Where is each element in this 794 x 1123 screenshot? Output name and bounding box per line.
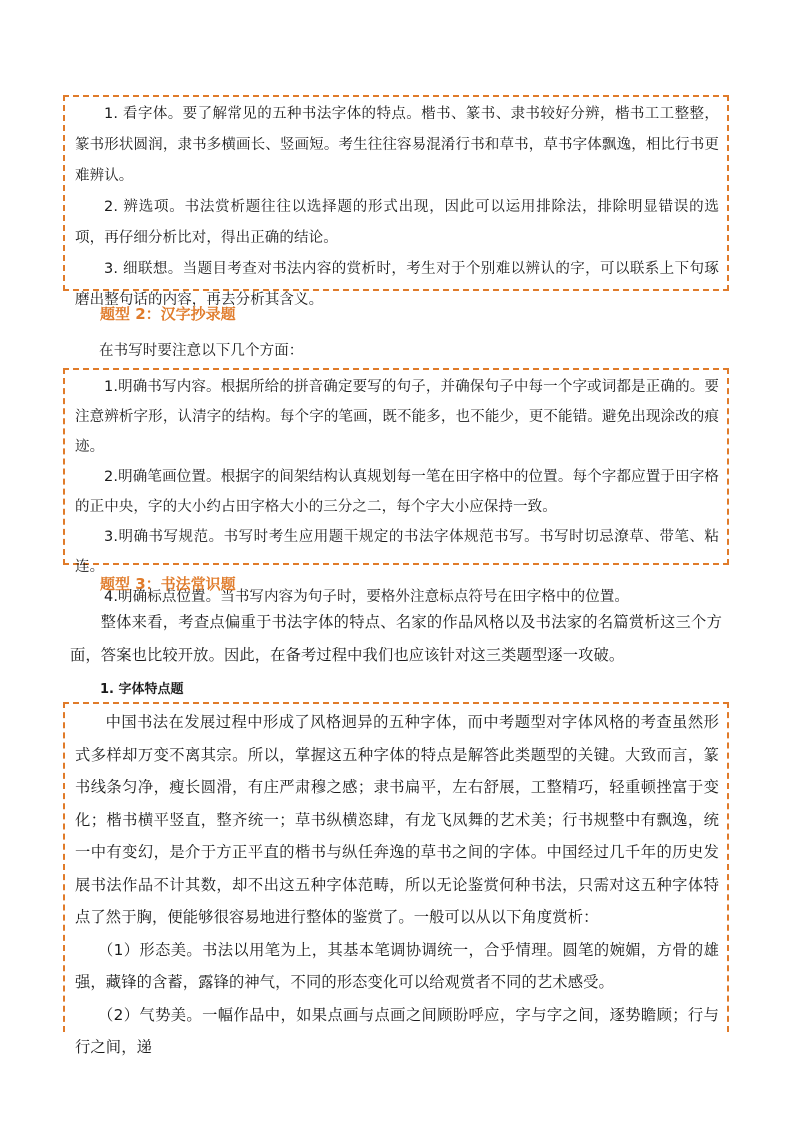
intro-paragraph: 在书写时要注意以下几个方面： — [99, 343, 304, 359]
body-paragraph: 中国书法在发展过程中形成了风格迥异的五种字体，而中考题型对字体风格的考查虽然形式多样却万变不离其宗。所以，掌握这五种字体的特点是解答此类题型的关键。大致而言，篆书线条匀净，瘦长圆滑，有庄严肃穆之感；隶书扁平，左右舒展，工整精巧，轻重顿挫富于变化；楷书横平竖直，整齐统一；草书纵横恣肆，有龙飞凤舞的艺术美；行书规整中有飘逸，统一中有变幻，是介于方正平直的楷书与纵任奔逸的草书之间的字体。中国经过几千年的历史发展书法作品不计其数，却不出这五种字体范畴，所以无论鉴赏何种书法，只需对这五种字体特点了然于胸，便能够很容易地进行整体的鉴赏了。一般可以从以下角度赏析： — [75, 713, 719, 926]
intro-type3 — [70, 606, 722, 671]
tip-paragraph: 2.明确笔画位置。根据字的间架结构认真规划每一笔在田字格中的位置。每个字都应置于田字格的正中央，字的大小约占田字格大小的三分之二，每个字大小应保持一致。 — [75, 469, 719, 515]
tip-paragraph: 1.明确书写内容。根据所给的拼音确定要写的句子，并确保句子中每一个字或词都是正确的。要注意辨析字形，认清字的结构。每个字的笔画，既不能多，也不能少，更不能错。避免出现涂改的痕迹。 — [75, 379, 719, 455]
body-paragraph: （1）形态美。书法以用笔为上，其基本笔调协调统一，合乎情理。圆笔的婉媚，方骨的雄强，藏锋的含蓄，露锋的神气，不同的形态变化可以给观赏者不同的艺术感受。 — [75, 940, 719, 991]
subheading-font-features: 1. 字体特点题 — [100, 682, 184, 697]
tips-box-reading — [63, 95, 729, 308]
section-heading-type2: 题型 2：汉字抄录题 — [100, 305, 236, 323]
section-heading-type3: 题型 3：书法常识题 — [100, 575, 236, 593]
intro-type2 — [70, 336, 722, 367]
tip-paragraph: 2. 辨选项。书法赏析题往往以选择题的形式出现，因此可以运用排除法，排除明显错误的选项，再仔细分析比对，得出正确的结论。 — [75, 199, 719, 246]
tip-paragraph: 3.明确书写规范。书写时考生应用题干规定的书法字体规范书写。书写时切忌潦草、带笔、粘连。 — [75, 529, 719, 575]
tip-paragraph: 3. 细联想。当题目考查对书法内容的赏析时，考生对于个别难以辨认的字，可以联系上下句琢磨出整句话的内容，再去分析其含义。 — [75, 261, 719, 308]
tip-paragraph: 1. 看字体。要了解常见的五种书法字体的特点。楷书、篆书、隶书较好分辨，楷书工工整整，篆书形状圆润，隶书多横画长、竖画短。考生往往容易混淆行书和草书，草书字体飘逸，相比行书更难辨认。 — [75, 106, 719, 184]
body-paragraph: （2）气势美。一幅作品中，如果点画与点画之间顾盼呼应，字与字之间，逐势瞻顾；行与行之间，递 — [75, 1005, 719, 1056]
content-box-font-features — [63, 702, 729, 1056]
tip-paragraph: 4.明确标点位置。当书写内容为句子时，要格外注意标点符号在田字格中的位置。 — [104, 589, 630, 605]
intro-paragraph: 整体来看，考查点偏重于书法字体的特点、名家的作品风格以及书法家的名篇赏析这三个方面，答案也比较开放。因此，在备考过程中我们也应该针对这三类题型逐一攻破。 — [70, 613, 722, 664]
